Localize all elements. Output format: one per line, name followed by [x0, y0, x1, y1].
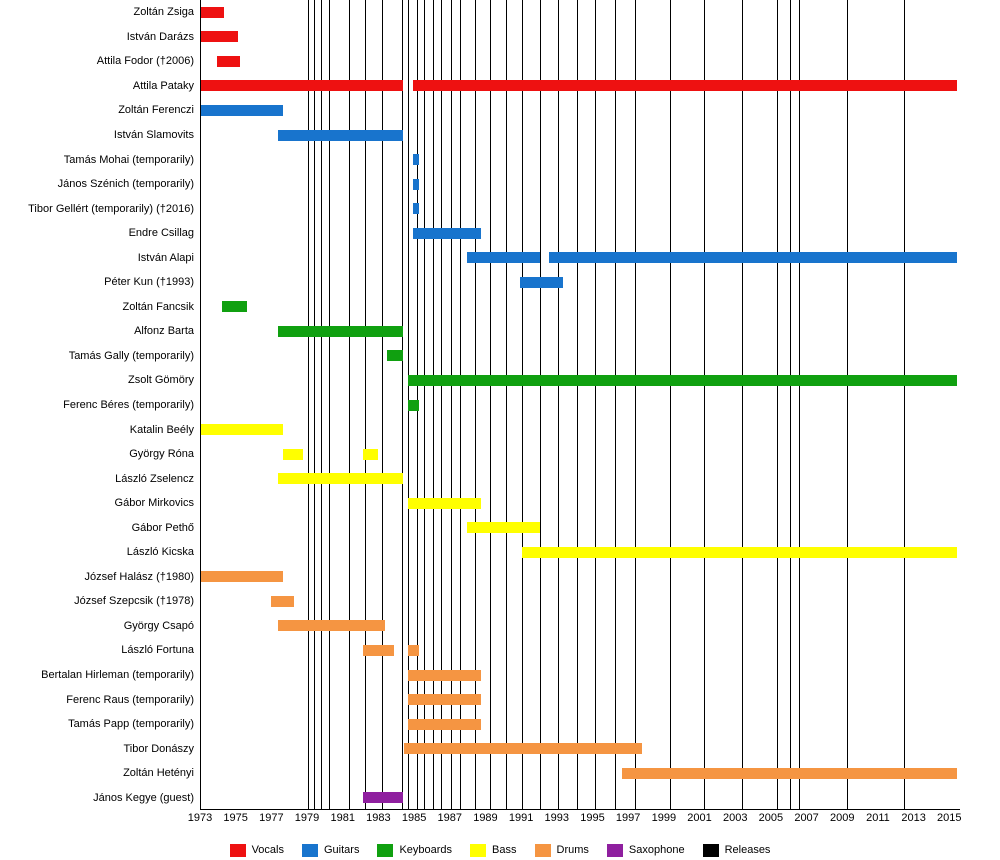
x-axis: [187, 810, 962, 832]
timeline-bar: [201, 105, 283, 116]
legend-item: [703, 844, 771, 857]
row-label: Tamás Gally (temporarily): [68, 349, 194, 362]
legend-item: [607, 844, 685, 857]
row-label: Alfonz Barta: [134, 325, 194, 338]
x-tick-label: 2003: [722, 812, 748, 824]
release-line: [670, 0, 671, 809]
x-tick-label: 1993: [544, 812, 570, 824]
legend-label: Drums: [556, 844, 589, 856]
timeline-bar: [201, 571, 283, 582]
row-label: Gábor Mirkovics: [114, 497, 194, 510]
x-tick-label: 1985: [401, 812, 427, 824]
timeline-bar: [278, 620, 385, 631]
row-label: László Fortuna: [121, 644, 194, 657]
timeline-bar: [467, 522, 540, 533]
legend-item: [377, 844, 452, 857]
x-tick-label: 2007: [794, 812, 819, 824]
release-line: [790, 0, 791, 809]
row-label: György Csapó: [123, 619, 194, 632]
release-line: [704, 0, 705, 809]
row-label: Tibor Donászy: [123, 742, 194, 755]
x-tick-label: 2011: [866, 812, 890, 824]
release-line: [742, 0, 743, 809]
row-label: Endre Csillag: [128, 227, 194, 240]
timeline-bar: [413, 228, 481, 239]
x-tick-label: 1981: [330, 812, 355, 824]
timeline-bar: [222, 301, 247, 312]
x-tick-label: 1977: [259, 812, 284, 824]
release-line: [615, 0, 616, 809]
release-line: [490, 0, 491, 809]
row-label: Péter Kun (†1993): [104, 276, 194, 289]
legend-item: [230, 844, 284, 857]
release-line: [799, 0, 800, 809]
timeline-bar: [467, 252, 540, 263]
x-tick-label: 1989: [473, 812, 498, 824]
timeline-bar: [363, 449, 377, 460]
row-label: Bertalan Hirleman (temporarily): [41, 669, 194, 681]
x-tick-label: 2013: [901, 812, 926, 824]
timeline-bar: [201, 80, 403, 91]
x-tick-label: 2009: [830, 812, 855, 824]
row-label: Attila Fodor (†2006): [96, 55, 194, 68]
legend-label: Guitars: [323, 844, 360, 856]
row-label: István Slamovits: [113, 129, 194, 141]
row-label: Zsolt Gömöry: [127, 374, 194, 387]
row-label: Tibor Gellért (temporarily) (†2016): [28, 202, 194, 215]
timeline-bar: [408, 694, 481, 705]
timeline-bar: [413, 80, 957, 91]
legend-swatch: [302, 844, 318, 857]
release-line: [475, 0, 476, 809]
row-label: János Kegye (guest): [93, 791, 194, 804]
release-line: [777, 0, 778, 809]
legend: [0, 840, 1000, 860]
legend-swatch: [535, 844, 551, 857]
row-label: István Alapi: [137, 251, 194, 264]
timeline-bar: [520, 277, 563, 288]
x-tick-label: 1979: [294, 812, 320, 824]
timeline-bar: [408, 645, 419, 656]
legend-label: Bass: [492, 844, 517, 856]
x-tick-label: 1995: [580, 812, 605, 824]
x-tick-label: 2005: [758, 812, 784, 824]
timeline-bar: [278, 130, 403, 141]
row-label: Gábor Pethő: [131, 521, 194, 534]
release-line: [349, 0, 350, 809]
timeline-bar: [278, 326, 403, 337]
x-tick-label: 1973: [187, 812, 213, 824]
timeline-bar: [408, 719, 481, 730]
legend-swatch: [470, 844, 486, 857]
x-tick-label: 1999: [651, 812, 677, 824]
release-line: [321, 0, 322, 809]
row-label: László Zselencz: [115, 472, 194, 485]
release-line: [635, 0, 636, 809]
timeline-bar: [217, 56, 240, 67]
row-label: István Darázs: [126, 30, 194, 43]
timeline-bar: [283, 449, 303, 460]
timeline-bar: [522, 547, 957, 558]
timeline-bar: [363, 792, 402, 803]
legend-label: Keyboards: [399, 844, 453, 856]
timeline-bar: [413, 203, 418, 214]
legend-swatch: [377, 844, 393, 857]
timeline-bar: [408, 400, 419, 411]
release-line: [433, 0, 434, 809]
x-tick-label: 1991: [508, 812, 534, 824]
x-tick-label: 1987: [437, 812, 462, 824]
row-label: Tamás Mohai (temporarily): [63, 153, 194, 166]
release-line: [522, 0, 523, 809]
legend-label: Releases: [724, 844, 771, 856]
row-label: Zoltán Ferenczi: [118, 104, 194, 117]
timeline-bar: [271, 596, 294, 607]
row-label: József Szepcsik (†1978): [74, 595, 194, 608]
x-tick-label: 2001: [687, 812, 712, 824]
release-line: [402, 0, 403, 809]
release-line: [460, 0, 461, 809]
timeline-bar: [201, 424, 283, 435]
release-line: [441, 0, 442, 809]
release-line: [506, 0, 507, 809]
release-line: [847, 0, 848, 809]
timeline-bar: [413, 154, 418, 165]
row-label: Zoltán Zsiga: [133, 6, 194, 19]
row-label: György Róna: [129, 448, 194, 461]
release-line: [451, 0, 452, 809]
timeline-bar: [201, 7, 224, 18]
legend-item: [535, 844, 589, 857]
legend-swatch: [607, 844, 623, 857]
row-label: József Halász (†1980): [84, 570, 194, 583]
row-label: Attila Pataky: [132, 79, 194, 92]
x-tick-label: 1997: [615, 812, 641, 824]
legend-item: [470, 844, 516, 857]
x-tick-label: 2015: [937, 812, 962, 824]
release-line: [314, 0, 315, 809]
timeline-bar: [413, 179, 418, 190]
legend-label: Saxophone: [628, 844, 685, 856]
row-label: László Kicska: [126, 546, 194, 559]
release-line: [577, 0, 578, 809]
release-line: [424, 0, 425, 809]
row-label: Ferenc Béres (temporarily): [63, 399, 194, 411]
row-label: Tamás Papp (temporarily): [68, 718, 194, 731]
release-line: [365, 0, 366, 809]
legend-swatch: [703, 844, 719, 857]
release-line: [308, 0, 309, 809]
timeline-bar: [387, 350, 403, 361]
release-line: [558, 0, 559, 809]
legend-item: [302, 844, 359, 857]
x-tick-label: 1975: [223, 812, 248, 824]
legend-swatch: [230, 844, 246, 857]
timeline-bar: [408, 498, 481, 509]
timeline-bar: [408, 375, 957, 386]
timeline-bar: [408, 670, 481, 681]
timeline-bar: [201, 31, 238, 42]
timeline-bar: [404, 743, 641, 754]
release-line: [904, 0, 905, 809]
row-label: Zoltán Hetényi: [123, 767, 194, 780]
timeline-bar: [278, 473, 403, 484]
release-line: [329, 0, 330, 809]
release-line: [382, 0, 383, 809]
legend-label: Vocals: [251, 844, 284, 856]
row-label: János Szénich (temporarily): [57, 178, 194, 191]
row-label: Ferenc Raus (temporarily): [66, 693, 194, 706]
plot-area: [200, 0, 960, 810]
timeline-bar: [622, 768, 957, 779]
row-label: Zoltán Fancsik: [122, 300, 194, 313]
timeline-bar: [363, 645, 393, 656]
release-line: [540, 0, 541, 809]
timeline-bar: [549, 252, 958, 263]
row-label: Katalin Beély: [129, 423, 194, 436]
release-line: [595, 0, 596, 809]
row-label-column: [0, 0, 200, 810]
x-tick-label: 1983: [366, 812, 391, 824]
